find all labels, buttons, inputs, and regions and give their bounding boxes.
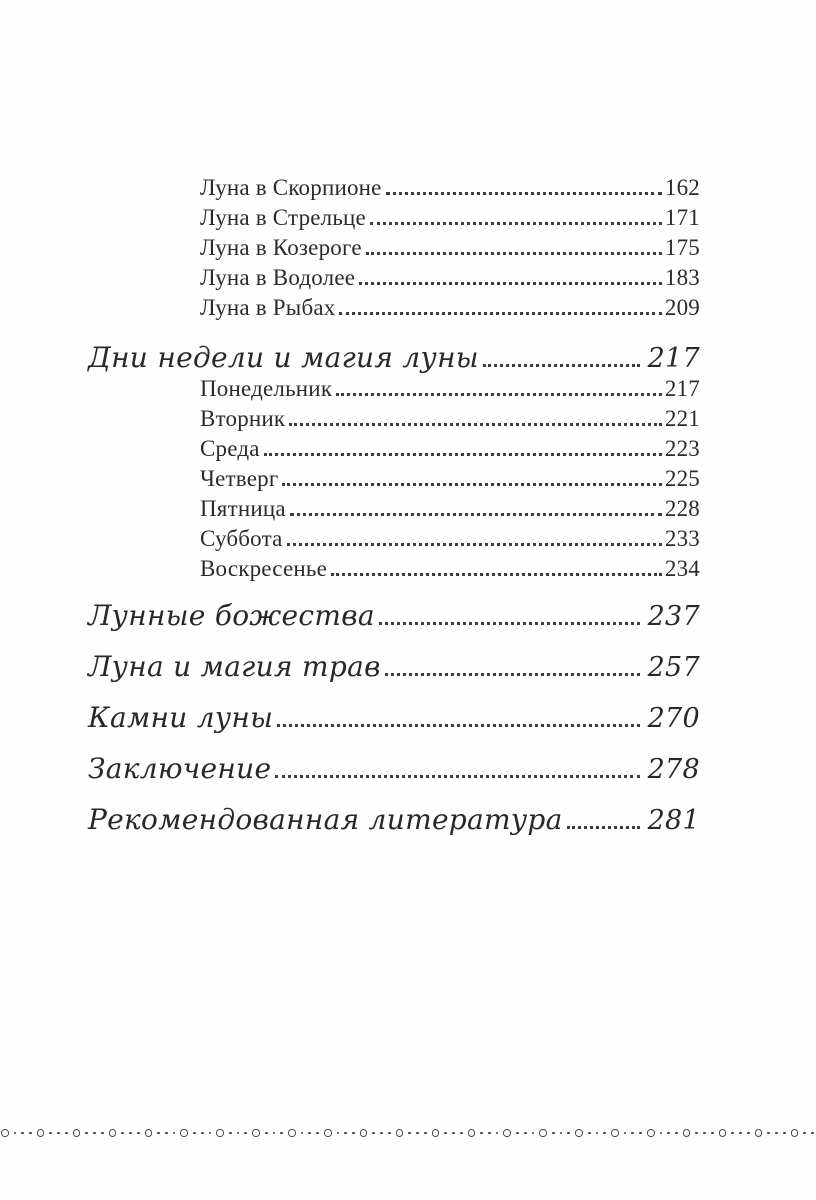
dot-leader [282,483,661,486]
toc-entry-tuesday [88,404,700,434]
dot-ornament-icon [567,1132,570,1135]
dot-ornament-icon [496,1132,499,1135]
dot-ornament-icon [639,1132,642,1135]
dot-ornament-icon [631,1132,634,1135]
toc-entry-friday [88,494,700,524]
dot-leader [277,724,639,727]
ring-ornament-icon [252,1129,260,1137]
ring-ornament-icon [791,1129,799,1137]
ring-ornament-icon [73,1129,81,1137]
dot-ornament-icon [444,1132,447,1135]
dot-ornament-icon [229,1132,232,1135]
dot-ornament-icon [480,1132,483,1135]
dot-ornament-icon [388,1132,391,1135]
toc-heading-page: 217 [647,343,700,374]
dot-ornament-icon [624,1132,627,1135]
ring-ornament-icon [288,1129,296,1137]
dot-ornament-icon [596,1132,599,1135]
dot-ornament-icon [488,1132,491,1135]
toc-entry-page: 223 [664,436,700,461]
dot-ornament-icon [237,1132,240,1135]
dot-ornament-icon [408,1132,411,1135]
dot-leader [385,673,640,676]
toc-entry-label: Суббота [200,526,283,551]
toc-entry-label: Луна в Рыбах [200,295,336,320]
toc-entry-page: 209 [664,295,700,320]
dot-leader [386,192,662,195]
dot-ornament-icon [811,1132,814,1135]
dot-ornament-icon [667,1132,670,1135]
toc-heading-label: Дни недели и магия луны [88,341,479,374]
dot-ornament-icon [21,1132,24,1135]
toc-heading-label: Заключение [88,752,272,785]
dot-ornament-icon [244,1132,247,1135]
toc-heading-label: Луна и магия трав [88,650,381,683]
toc-entry-label: Пятница [200,496,286,521]
dot-ornament-icon [775,1132,778,1135]
dot-leader [289,423,662,426]
dot-ornament-icon [173,1132,176,1135]
toc-entry-page: 234 [664,556,700,581]
dot-ornament-icon [424,1132,427,1135]
dot-ornament-icon [85,1132,88,1135]
toc-entry-page: 228 [664,496,700,521]
toc-entry-label: Понедельник [200,376,333,401]
toc-entry-page: 225 [664,466,700,491]
dot-ornament-icon [711,1132,714,1135]
toc-entry-page: 162 [664,175,700,200]
toc-entry-thursday [88,464,700,494]
dot-ornament-icon [344,1132,347,1135]
dot-leader [567,826,640,829]
dot-ornament-icon [552,1132,555,1135]
ring-ornament-icon [324,1129,332,1137]
dot-ornament-icon [137,1132,140,1135]
dot-ornament-icon [703,1132,706,1135]
dot-leader [370,222,662,225]
dot-leader [331,573,662,576]
ring-ornament-icon [611,1129,619,1137]
dot-ornament-icon [14,1132,17,1135]
dot-ornament-icon [265,1132,268,1135]
dot-leader [287,543,662,546]
ring-ornament-icon [396,1129,404,1137]
toc-heading-page: 237 [647,601,700,632]
toc-heading-page: 257 [647,652,700,683]
toc-heading-page: 278 [647,754,700,785]
dot-ornament-icon [49,1132,52,1135]
ring-ornament-icon [503,1129,511,1137]
ring-ornament-icon [360,1129,368,1137]
dot-ornament-icon [783,1132,786,1135]
toc-heading-days-of-week [88,343,700,374]
toc-entry-page: 183 [664,265,700,290]
toc-entry-page: 175 [664,235,700,260]
dot-ornament-icon [337,1132,340,1135]
dot-ornament-icon [460,1132,463,1135]
dot-ornament-icon [209,1132,212,1135]
dot-ornament-icon [560,1132,563,1135]
toc-entry-label: Вторник [200,406,286,431]
toc-entry-moon-aquarius [88,263,700,293]
toc-heading-lunar-deities [88,601,700,632]
toc-entry-monday [88,374,700,404]
dot-ornament-icon [532,1132,535,1135]
dot-leader [366,252,662,255]
dot-ornament-icon [57,1132,60,1135]
ring-ornament-icon [575,1129,583,1137]
dot-ornament-icon [372,1132,375,1135]
decorative-dotted-border [0,1127,816,1139]
dot-ornament-icon [380,1132,383,1135]
dot-leader [359,282,662,285]
ring-ornament-icon [145,1129,153,1137]
ring-ornament-icon [539,1129,547,1137]
dot-ornament-icon [157,1132,160,1135]
dot-ornament-icon [165,1132,168,1135]
dot-ornament-icon [352,1132,355,1135]
toc-heading-page: 281 [647,805,700,836]
toc-heading-label: Камни луны [88,701,274,734]
ring-ornament-icon [432,1129,440,1137]
dot-ornament-icon [603,1132,606,1135]
dot-leader [290,513,662,516]
toc-heading-page: 270 [647,703,700,734]
toc-entry-sunday [88,554,700,584]
toc-entry-label: Четверг [200,466,279,491]
dot-ornament-icon [524,1132,527,1135]
dot-ornament-icon [739,1132,742,1135]
table-of-contents [88,0,700,836]
dot-ornament-icon [93,1132,96,1135]
dot-ornament-icon [452,1132,455,1135]
dot-ornament-icon [129,1132,132,1135]
dot-ornament-icon [660,1132,663,1135]
dot-leader [379,622,640,625]
dot-ornament-icon [273,1132,276,1135]
dot-ornament-icon [193,1132,196,1135]
dot-ornament-icon [308,1132,311,1135]
toc-entry-saturday [88,524,700,554]
toc-entry-wednesday [88,434,700,464]
toc-entry-moon-scorpio [88,173,700,203]
toc-entry-label: Луна в Скорпионе [200,175,382,200]
toc-heading-moon-herb-magic [88,652,700,683]
dot-ornament-icon [416,1132,419,1135]
toc-entry-moon-sagittarius [88,203,700,233]
ring-ornament-icon [755,1129,763,1137]
dot-ornament-icon [121,1132,124,1135]
dot-ornament-icon [767,1132,770,1135]
dot-leader [339,312,661,315]
dot-ornament-icon [65,1132,68,1135]
ring-ornament-icon [468,1129,476,1137]
dot-ornament-icon [201,1132,204,1135]
ring-ornament-icon [216,1129,224,1137]
toc-heading-label: Рекомендованная литература [88,803,563,836]
toc-entry-label: Луна в Стрельце [200,205,366,230]
dot-ornament-icon [280,1132,283,1135]
dot-ornament-icon [803,1132,806,1135]
toc-heading-recommended-literature [88,805,700,836]
dot-leader [336,393,662,396]
dot-ornament-icon [695,1132,698,1135]
dot-ornament-icon [731,1132,734,1135]
dot-ornament-icon [675,1132,678,1135]
ring-ornament-icon [647,1129,655,1137]
toc-heading-label: Лунные божества [88,599,375,632]
toc-entry-page: 217 [664,376,700,401]
ring-ornament-icon [109,1129,117,1137]
toc-entry-label: Луна в Водолее [200,265,356,290]
toc-entry-label: Воскресенье [200,556,327,581]
ring-ornament-icon [37,1129,45,1137]
toc-entry-label: Луна в Козероге [200,235,362,260]
toc-heading-moon-stones [88,703,700,734]
dot-leader [275,775,639,778]
toc-entry-moon-pisces [88,293,700,323]
dot-ornament-icon [747,1132,750,1135]
dot-ornament-icon [301,1132,304,1135]
ring-ornament-icon [1,1129,9,1137]
dot-leader [483,364,640,367]
toc-entry-moon-capricorn [88,233,700,263]
dot-ornament-icon [588,1132,591,1135]
ring-ornament-icon [180,1129,188,1137]
ring-ornament-icon [683,1129,691,1137]
dot-ornament-icon [316,1132,319,1135]
dot-ornament-icon [29,1132,32,1135]
dot-ornament-icon [516,1132,519,1135]
ring-ornament-icon [719,1129,727,1137]
toc-entry-page: 221 [664,406,700,431]
toc-heading-conclusion [88,754,700,785]
dot-ornament-icon [101,1132,104,1135]
toc-entry-page: 233 [664,526,700,551]
toc-entry-page: 171 [664,205,700,230]
dot-leader [264,453,662,456]
toc-entry-label: Среда [200,436,260,461]
